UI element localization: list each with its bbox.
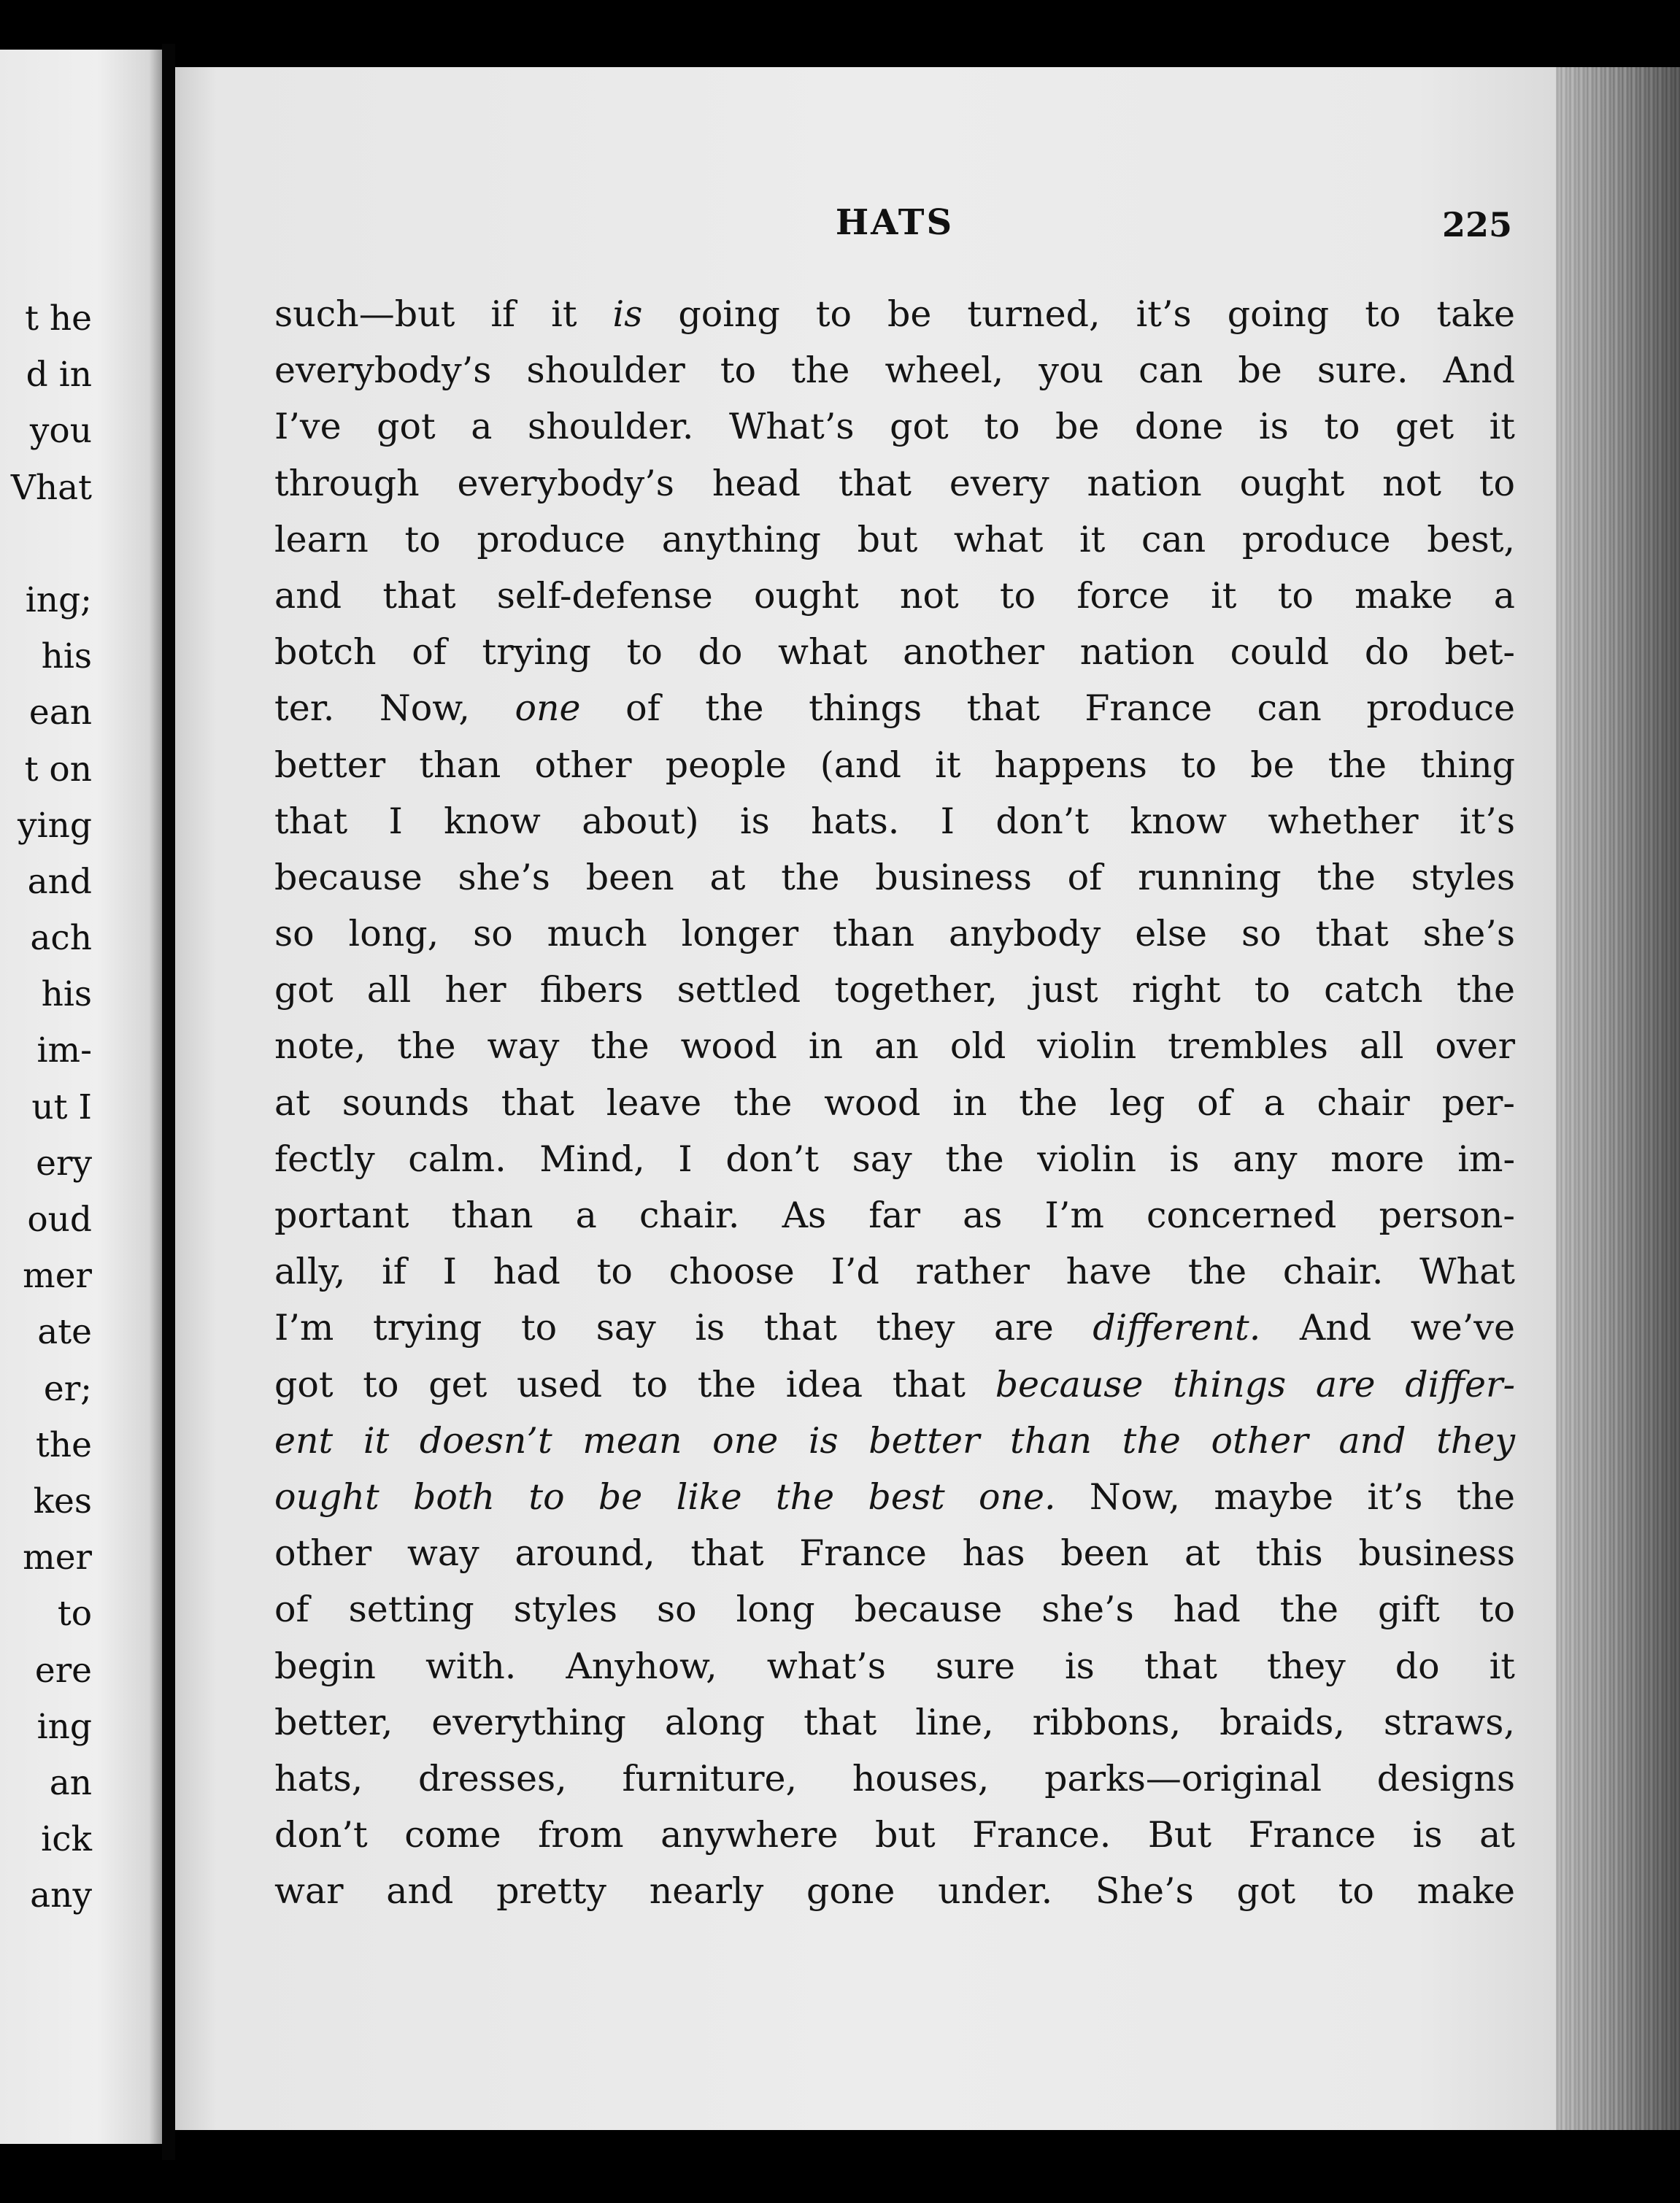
text-segment: hats, dresses, furniture, houses, parks—original designs <box>274 1757 1515 1799</box>
running-head <box>277 202 1512 261</box>
text-segment: and that self-defense ought not to force it to make a <box>274 574 1515 617</box>
text-line <box>274 906 1515 962</box>
left-line-fragment: t on <box>24 749 92 790</box>
text-line <box>274 1075 1515 1131</box>
text-line <box>274 680 1515 736</box>
left-line-fragment: ying <box>18 805 92 846</box>
text-line <box>274 568 1515 624</box>
text-segment: I’ve got a shoulder. What’s got to be done is to get it <box>274 406 1515 448</box>
text-segment: everybody’s shoulder to the wheel, you can be sure. And <box>274 350 1515 392</box>
text-line <box>274 1357 1515 1413</box>
text-segment: such—but if it <box>274 293 613 335</box>
left-line-fragment: ere <box>34 1650 92 1691</box>
left-line-fragment: and <box>27 861 92 902</box>
text-line <box>274 962 1515 1018</box>
text-segment: war and pretty nearly gone under. She’s got to make <box>274 1870 1515 1913</box>
left-line-fragment: ery <box>36 1143 92 1184</box>
text-segment: of the things that France can produce <box>580 687 1515 730</box>
text-segment: ter. Now, <box>274 687 515 730</box>
left-line-fragment: kes <box>33 1481 92 1521</box>
text-line <box>274 455 1515 512</box>
left-line-fragment: t he <box>25 298 92 339</box>
text-line <box>274 1469 1515 1525</box>
text-line <box>274 1694 1515 1751</box>
text-segment: better, everything along that line, ribbons, braids, straws, <box>274 1701 1515 1743</box>
text-line <box>274 398 1515 455</box>
body-text <box>274 286 1515 1919</box>
left-line-fragment: Vhat <box>10 467 92 508</box>
book-gutter <box>162 44 175 2160</box>
text-segment: that I know about) is hats. I don’t know whether it’s <box>274 800 1515 842</box>
italic-text: because things are differ- <box>995 1363 1516 1405</box>
text-segment: Now, maybe it’s the <box>1055 1475 1515 1518</box>
left-line-fragment: er; <box>43 1368 92 1409</box>
left-line-fragment: you <box>29 411 92 452</box>
left-line-fragment: mer <box>23 1256 92 1297</box>
text-segment: through everybody’s head that every nation ought not to <box>274 462 1515 504</box>
text-line <box>274 1243 1515 1300</box>
text-segment: so long, so much longer than anybody else so that she’s <box>274 913 1515 955</box>
left-line-fragment: an <box>49 1762 92 1803</box>
text-segment: begin with. Anyhow, what’s sure is that they do it <box>274 1645 1515 1687</box>
page-number: 225 <box>1441 205 1512 244</box>
text-segment: I’m trying to say is that they are <box>274 1307 1093 1349</box>
left-line-fragment: any <box>30 1875 92 1916</box>
left-line-fragment: his <box>41 636 92 677</box>
italic-text: one <box>515 687 581 730</box>
text-line <box>274 512 1515 568</box>
running-title: HATS <box>835 202 955 243</box>
left-line-fragment: the <box>36 1424 92 1465</box>
text-line <box>274 1525 1515 1581</box>
text-line <box>274 849 1515 906</box>
left-line-fragment: ick <box>41 1819 92 1860</box>
text-line <box>274 737 1515 793</box>
text-segment: got to get used to the idea that <box>274 1363 995 1405</box>
text-line <box>274 1638 1515 1694</box>
text-segment: botch of trying to do what another nation could do bet- <box>274 631 1515 674</box>
text-line <box>274 1581 1515 1637</box>
text-segment: got all her fibers settled together, just right to catch the <box>274 969 1515 1011</box>
text-segment: going to be turned, it’s going to take <box>642 293 1515 335</box>
text-line <box>274 1751 1515 1807</box>
left-line-fragment: ean <box>28 692 92 733</box>
left-line-fragment: his <box>41 974 92 1015</box>
text-segment: fectly calm. Mind, I don’t say the violin is any more im- <box>274 1138 1515 1180</box>
text-line <box>274 342 1515 398</box>
left-line-fragment: d in <box>26 355 92 396</box>
left-line-fragment: ate <box>37 1312 92 1353</box>
text-segment: because she’s been at the business of running the styles <box>274 856 1515 898</box>
text-line <box>274 1131 1515 1187</box>
text-segment: of setting styles so long because she’s had the gift to <box>274 1589 1515 1631</box>
text-segment: better than other people (and it happens to be the thing <box>274 744 1515 786</box>
left-line-fragment: oud <box>27 1200 92 1240</box>
left-line-fragment: ing; <box>25 579 92 620</box>
italic-text: different. <box>1093 1307 1261 1349</box>
right-page <box>175 67 1556 2130</box>
text-segment: don’t come from anywhere but France. But France is at <box>274 1814 1515 1856</box>
text-line <box>274 286 1515 342</box>
text-line <box>274 1187 1515 1243</box>
text-segment: portant than a chair. As far as I’m concerned person- <box>274 1195 1515 1236</box>
text-segment: learn to produce anything but what it can produce best, <box>274 518 1515 560</box>
text-segment: ally, if I had to choose I’d rather have the chair. What <box>274 1251 1515 1293</box>
text-line <box>274 1300 1515 1356</box>
page-edges <box>1553 67 1680 2130</box>
left-page <box>0 50 162 2144</box>
text-segment: other way around, that France has been at this business <box>274 1532 1515 1575</box>
text-segment: at sounds that leave the wood in the leg of a chair per- <box>274 1081 1515 1124</box>
text-line <box>274 1863 1515 1919</box>
italic-text: ought both to be like the best one. <box>274 1475 1056 1518</box>
italic-text: ent it doesn’t mean one is better than the other and they <box>274 1419 1515 1462</box>
left-line-fragment: to <box>57 1594 92 1635</box>
left-line-fragment: mer <box>23 1538 92 1578</box>
italic-text: is <box>612 293 643 335</box>
text-line <box>274 1018 1515 1074</box>
text-segment: And we’ve <box>1260 1307 1515 1349</box>
text-segment: note, the way the wood in an old violin trembles all over <box>274 1025 1515 1068</box>
left-line-fragment: ach <box>30 918 92 959</box>
text-line <box>274 624 1515 680</box>
left-line-fragment: ut I <box>31 1087 92 1127</box>
left-line-fragment <box>11 516 92 572</box>
text-line <box>274 793 1515 849</box>
left-line-fragment: im- <box>36 1030 92 1071</box>
text-line <box>274 1413 1515 1469</box>
left-page-text <box>11 290 92 1924</box>
text-line <box>274 1807 1515 1863</box>
left-line-fragment: ing <box>36 1706 92 1747</box>
